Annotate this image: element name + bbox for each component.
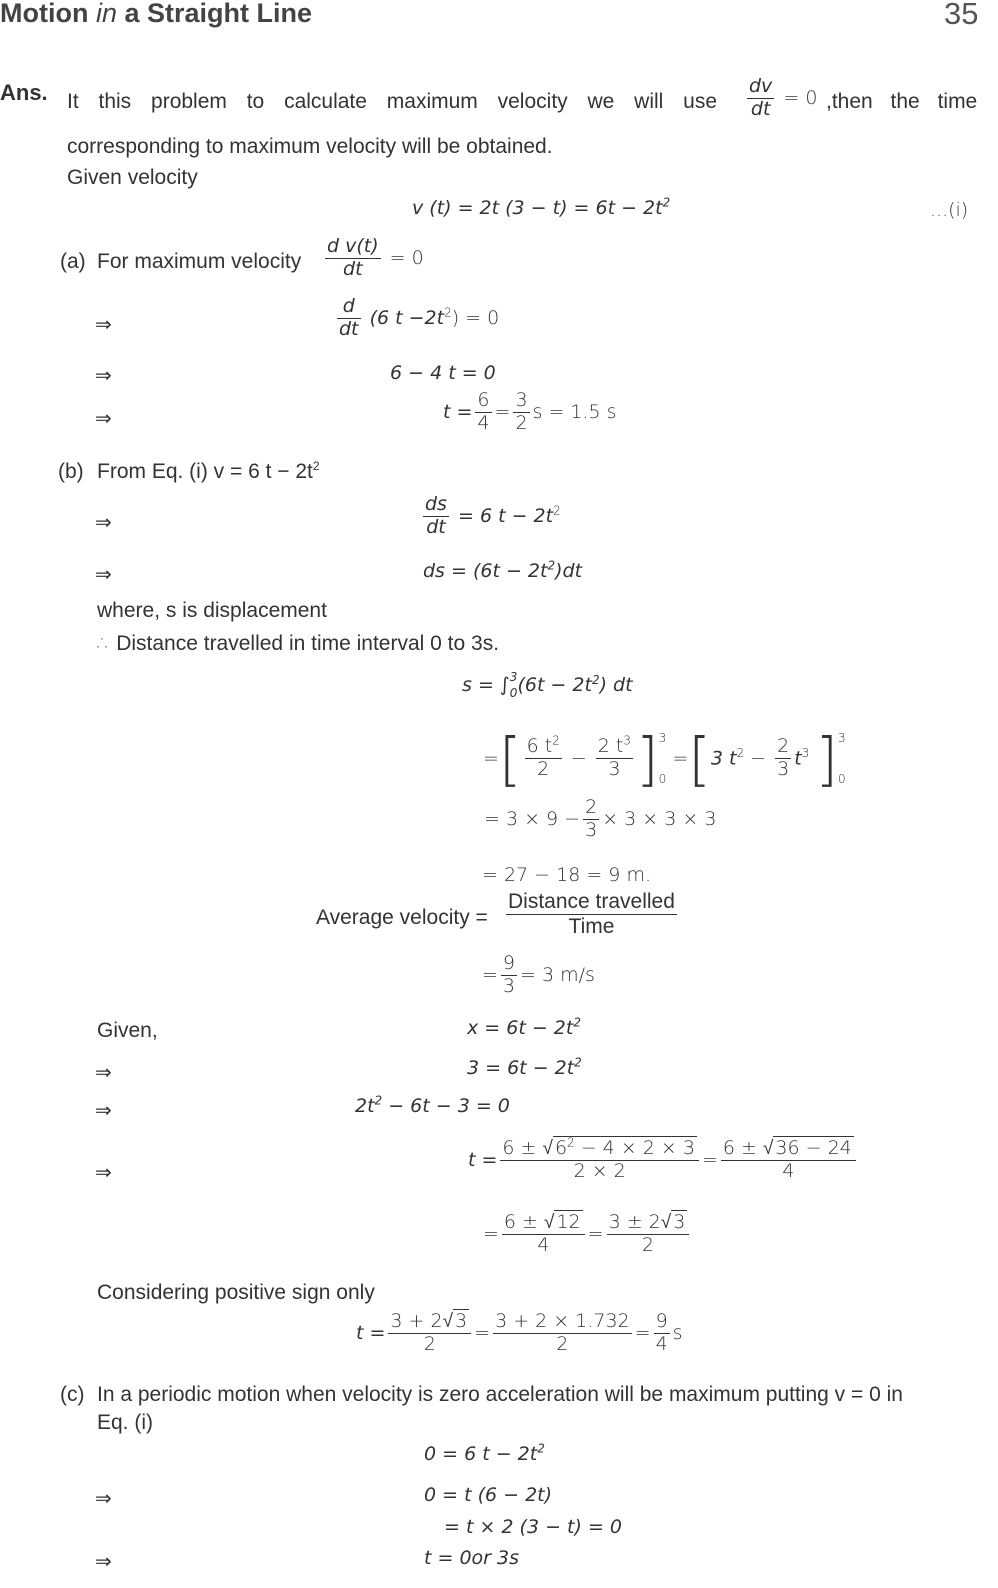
velocity-equation: v (t) = 2t $(3 - t) = 6t - 2t^2$ [412,195,671,219]
calc-line-2: = 27 − 18 = 9 m. [482,864,651,886]
three-equation: $3 = 6t - 2t^2$ [467,1055,582,1079]
intro-line-2: corresponding to maximum velocity will be obtained. [67,135,553,158]
quadratic-solution: t = $\frac{6 \pm √ 6^2 - 4 \times 2 \times 3}{2 \times 2}$ = $\frac{6 \pm √ 36 - 24}{4}$ [468,1138,859,1183]
implies-icon: ⇒ [95,510,112,534]
implies-icon: ⇒ [95,1160,112,1184]
part-c-label: (c) [60,1383,85,1406]
implies-icon: ⇒ [95,406,112,430]
integral-equation: s = ∫ 3 0 $(6t - 2t^2)$ dt [462,670,633,700]
implies-icon: ⇒ [95,363,112,387]
part-c-eq-4: t = 0or 3s [424,1547,519,1569]
implies-icon: ⇒ [95,1098,112,1122]
intro-line-3: Given velocity [67,166,198,189]
part-a-text: For maximum velocity [97,250,302,273]
average-velocity-result: = $\frac{9}{3}$ = 3 m/s [482,952,595,997]
positive-root: t = $\frac{3 + 2√ 3}{2}$ = $\frac{3 + 2 \times 1.732}{2}$ = $\frac{9}{4}$ s [356,1310,683,1355]
average-velocity-label: Average velocity = [316,906,488,929]
quadratic-equation: $2t^2 - 6t - 3 = 0$ [355,1093,510,1117]
part-b-text: From Eq. (i) v = 6 $t - 2t^2$ [97,459,320,483]
part-a-label: (a) [60,250,86,273]
implies-icon: ⇒ [95,1549,112,1573]
part-a-step-2: 6 − 4 t = 0 [390,362,496,384]
where-text: where, s is displacement [97,599,327,622]
part-c-eq-1: 0 = 6 $t - 2t^2$ [424,1441,545,1465]
given-label: Given, [97,1019,158,1042]
part-a-step-3: t = $\frac{6}{4}$ = $\frac{3}{2}$ s = 1.5 s [443,389,617,434]
quadratic-simplified: = $\frac{6 \pm √ 12}{4}$ = $\frac{3 \pm 2√ 3}{2}$ [483,1212,692,1257]
chapter-title: Motion in a Straight Line [0,0,313,28]
implies-icon: ⇒ [95,562,112,586]
part-b-label: (b) [58,460,84,483]
part-c-eq-3: = t × 2 (3 − t) = 0 [444,1516,622,1538]
implies-icon: ⇒ [95,1486,112,1510]
x-equation: $x = 6t - 2t^2$ [467,1015,581,1039]
ans-label: Ans. [0,80,48,105]
calc-line-1: = 3 × 9 − $\frac{2}{3}$ × 3 × 3 × 3 [484,796,717,841]
part-a-step-1: $\frac{d}{dt}$ (6 $t -2t^2) = 0$ [339,295,500,340]
bracket-evaluation: =[ $\frac{6 t^2}{2}$ − $\frac{2 t^3}{3}$ ] 3 0 =[3 $t^2$ − $\frac{2}{3}$ $t^3$ ] 3 0 [483,724,846,793]
dv-dt-fraction: $\frac{dv}{dt}$ = 0 [749,75,818,120]
therefore-text: ∴ Distance travelled in time interval 0 to 3s. [97,632,500,655]
part-c-text-2: Eq. (i) [97,1411,154,1434]
ds-dt-equation: $\frac{ds}{dt}$ = 6 $t - 2t^2$ [425,493,561,538]
intro-line-1: It this problem to calculate maximum velocity we will use [67,90,718,113]
considering-text: Considering positive sign only [97,1281,375,1304]
part-c-eq-2: 0 = t (6 − 2t) [424,1484,553,1506]
ds-equation: ds = $(6t - 2t^2)dt$ [423,558,583,582]
intro-line-1-end: ,then the time [826,90,978,113]
page-number: 35 [944,0,979,31]
part-a-fraction: $\frac{\text{d v(t)}}{dt}$ = 0 [327,235,424,280]
part-c-text-1: In a periodic motion when velocity is zero acceleration will be maximum putting v = 0 in [97,1383,903,1406]
average-velocity-fraction: $\frac{\text{Distance travelled}}{\text{Time}}$ [508,890,675,939]
implies-icon: ⇒ [95,312,112,336]
implies-icon: ⇒ [95,1060,112,1084]
equation-ref: ...(i) [930,199,969,221]
